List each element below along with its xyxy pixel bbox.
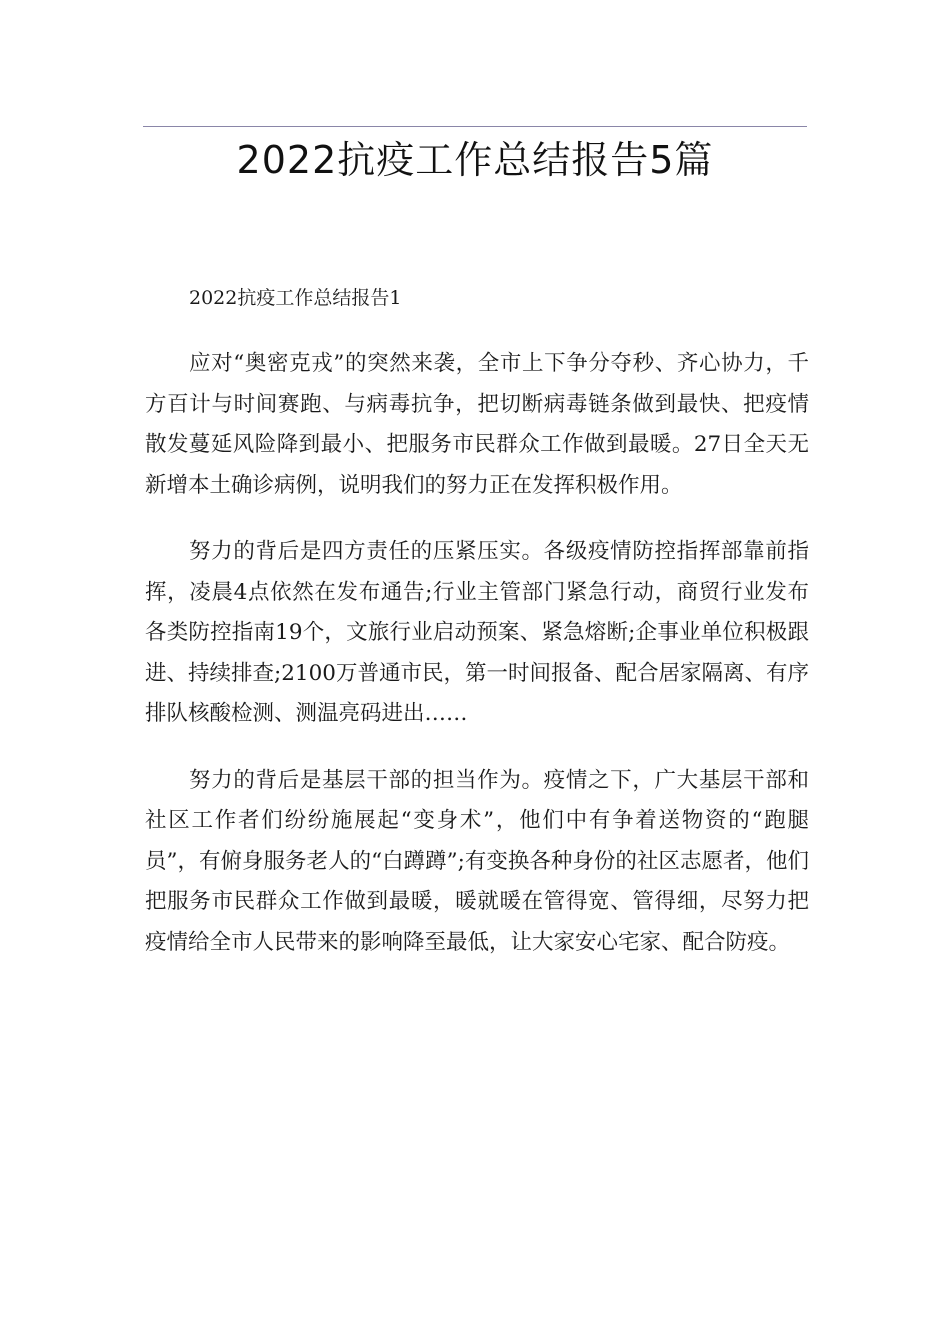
- document-body: [145, 278, 809, 963]
- document-title: 2022抗疫工作总结报告5篇: [236, 138, 714, 182]
- paragraph-1: 应对“奥密克戎”的突然来袭，全市上下争分夺秒、齐心协力，千方百计与时间赛跑、与病毒抗争，把切断病毒链条做到最快、把疫情散发蔓延风险降到最小、把服务市民群众工作做到最暖。27日全天无新增本土确诊病例，说明我们的努力正在发挥积极作用。: [145, 351, 809, 498]
- section-heading: 2022抗疫工作总结报告1: [189, 287, 402, 309]
- paragraph-2: 努力的背后是四方责任的压紧压实。各级疫情防控指挥部靠前指挥，凌晨4点依然在发布通告;行业主管部门紧急行动，商贸行业发布各类防控指南19个，文旅行业启动预案、紧急熔断;企事业单位积极跟进、持续排查;2100万普通市民，第一时间报备、配合居家隔离、有序排队核酸检测、测温亮码进出……: [145, 539, 809, 726]
- paragraph-3: 努力的背后是基层干部的担当作为。疫情之下，广大基层干部和社区工作者们纷纷施展起“变身术”，他们中有争着送物资的“跑腿员”，有俯身服务老人的“白蹲蹲”;有变换各种身份的社区志愿者，他们把服务市民群众工作做到最暖，暖就暖在管得宽、管得细，尽努力把疫情给全市人民带来的影响降至最低，让大家安心宅家、配合防疫。: [145, 767, 809, 955]
- header-divider: [143, 126, 807, 127]
